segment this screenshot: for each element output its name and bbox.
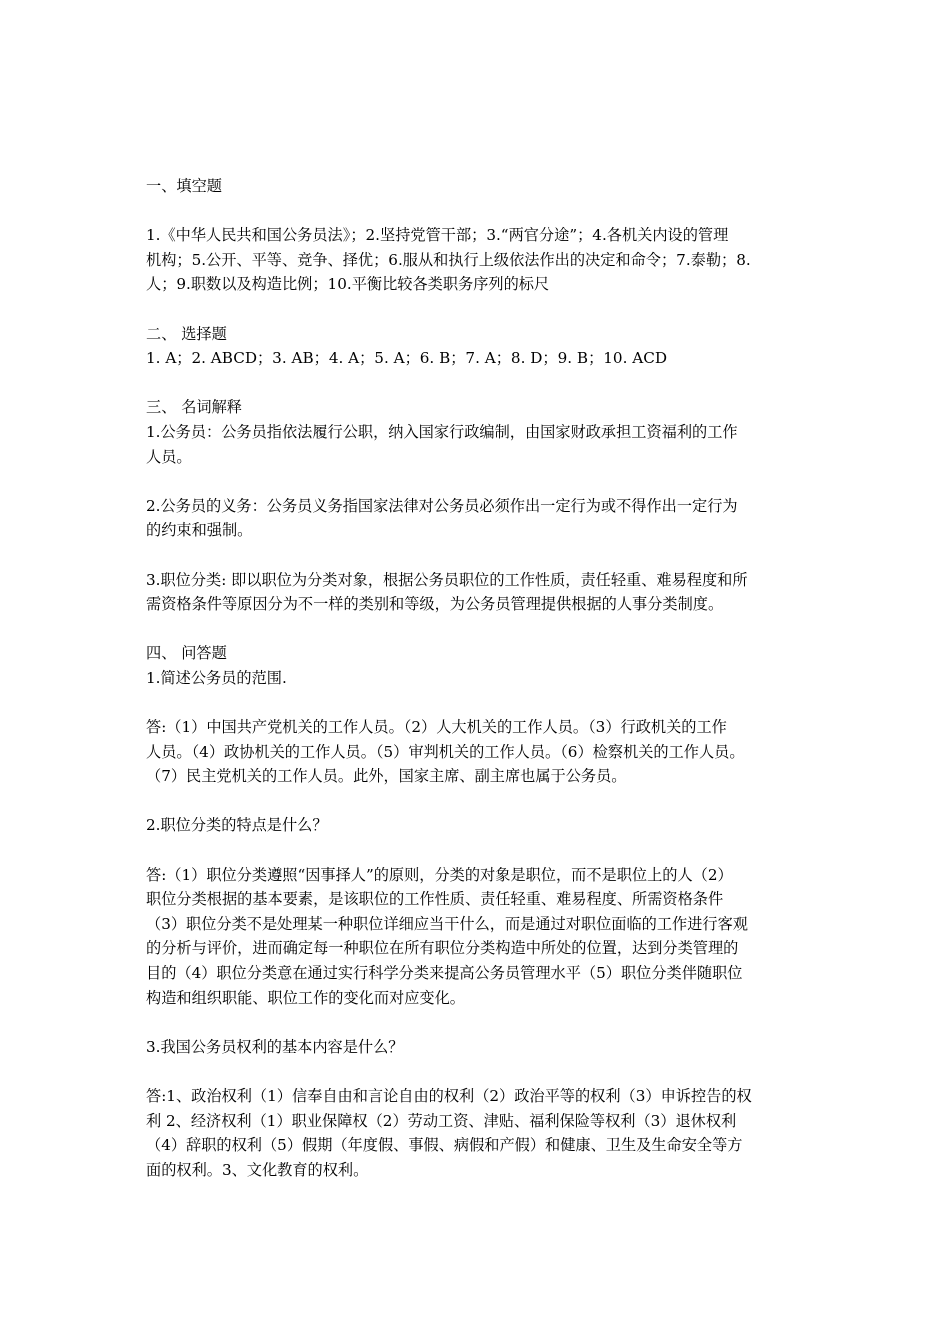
text-line: 1.《中华人民共和国公务员法》；2.坚持党管干部；3.“两官分途”；4.各机关内设的管理 bbox=[146, 226, 729, 245]
answer-line: 人员。（4）政协机关的工作人员。（5）审判机关的工作人员。（6）检察机关的工作人员。 bbox=[146, 742, 745, 761]
blank-line bbox=[146, 371, 822, 396]
answer-line: 面的权利。3、文化教育的权利。 bbox=[146, 1160, 369, 1179]
answer-line: 职位分类根据的基本要素，是该职位的工作性质、责任轻重、难易程度、所需资格条件 bbox=[146, 890, 724, 909]
blank-line bbox=[146, 469, 822, 494]
section-heading: 二、 选择题 bbox=[146, 324, 227, 343]
answer-line: 目的（4）职位分类意在通过实行科学分类来提高公务员管理水平（5）职位分类伴随职位 bbox=[146, 964, 743, 982]
text-line: 机构；5.公开、平等、竞争、择优；6.服从和执行上级依法作出的决定和命令；7.泰勒；8. bbox=[146, 250, 751, 269]
blank-line bbox=[146, 838, 822, 863]
answer-line: 构造和组织职能、职位工作的变化而对应变化。 bbox=[146, 988, 465, 1007]
blank-line bbox=[146, 690, 822, 715]
blank-line bbox=[146, 1059, 822, 1084]
blank-line bbox=[146, 543, 822, 568]
answer-line: （3）职位分类不是处理某一种职位详细应当干什么，而是通过对职位面临的工作进行客观 bbox=[146, 914, 748, 933]
blank-line bbox=[146, 1010, 822, 1035]
section-heading: 三、 名词解释 bbox=[146, 398, 242, 417]
question-line: 2.职位分类的特点是什么？ bbox=[146, 816, 328, 835]
answer-line: 答:（1）中国共产党机关的工作人员。（2）人大机关的工作人员。（3）行政机关的工作 bbox=[146, 718, 727, 737]
blank-line bbox=[146, 789, 822, 814]
text-line: 3.职位分类: 即以职位为分类对象，根据公务员职位的工作性质，责任轻重、难易程度和所 bbox=[146, 570, 748, 589]
section-heading: 四、 问答题 bbox=[146, 644, 227, 663]
answer-line: 的分析与评价，进而确定每一种职位在所有职位分类构造中所处的位置，达到分类管理的 bbox=[146, 939, 739, 958]
answer-line: 答:（1）职位分类遵照“因事择人”的原则，分类的对象是职位，而不是职位上的人（2） bbox=[146, 865, 733, 884]
question-line: 3.我国公务员权利的基本内容是什么？ bbox=[146, 1037, 404, 1056]
answer-line: 利 2、经济权利（1）职业保障权（2）劳动工资、津贴、福利保险等权利（3）退休权利 bbox=[146, 1111, 737, 1130]
answer-line: （4）辞职的权利（5）假期（年度假、事假、病假和产假）和健康、卫生及生命安全等方 bbox=[146, 1136, 743, 1155]
text-line: 2.公务员的义务：公务员义务指国家法律对公务员必须作出一定行为或不得作出一定行为 bbox=[146, 496, 738, 515]
section-heading: 一、填空题 bbox=[146, 177, 222, 195]
text-line: 1.公务员：公务员指依法履行公职，纳入国家行政编制，由国家财政承担工资福利的工作 bbox=[146, 422, 738, 441]
text-line: 的约束和强制。 bbox=[146, 521, 253, 540]
text-line: 人；9.职数以及构造比例；10.平衡比较各类职务序列的标尺 bbox=[146, 275, 550, 294]
text-line: 需资格条件等原因分为不一样的类别和等级，为公务员管理提供根据的人事分类制度。 bbox=[146, 595, 724, 614]
question-line: 1.简述公务员的范围. bbox=[146, 668, 287, 687]
text-line: 1. A；2. ABCD；3. AB；4. A；5. A；6. B；7. A；8. D；9. B；10. ACD bbox=[146, 349, 668, 368]
answer-line: 答:1、政治权利（1）信奉自由和言论自由的权利（2）政治平等的权利（3）申诉控告的权 bbox=[146, 1086, 752, 1105]
blank-line bbox=[146, 297, 822, 322]
text-line: 人员。 bbox=[146, 447, 192, 466]
blank-line bbox=[146, 617, 822, 642]
document-body bbox=[146, 174, 822, 1182]
blank-line bbox=[146, 199, 822, 224]
answer-line: （7）民主党机关的工作人员。此外，国家主席、副主席也属于公务员。 bbox=[146, 767, 627, 786]
